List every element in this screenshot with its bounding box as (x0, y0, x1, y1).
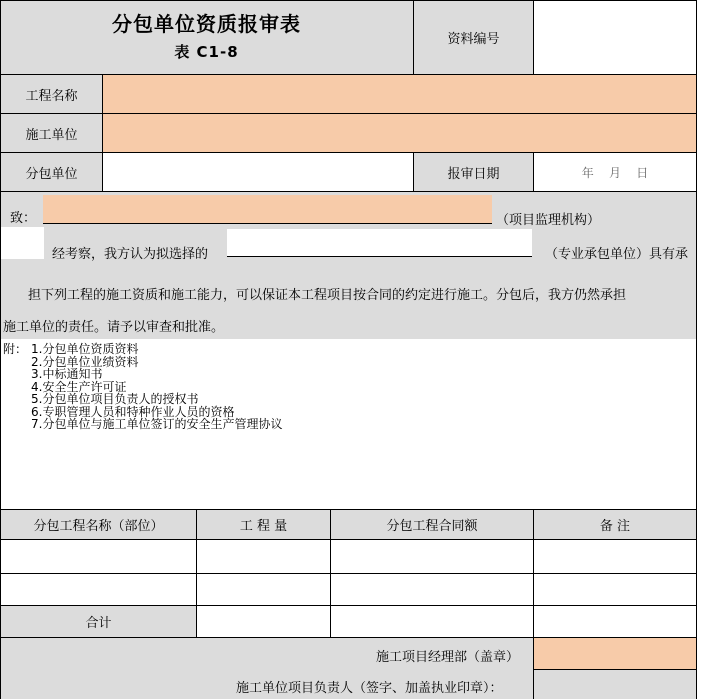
attachments-label: 附： (3, 342, 28, 356)
table-cell[interactable] (330, 539, 533, 573)
letter-line1-prefix: 经考察，我方认为拟选择的 (52, 247, 209, 262)
subcontractor-field[interactable] (102, 152, 413, 191)
subcontractor-label: 分包单位 (0, 152, 102, 191)
project-leader-label: 施工单位项目负责人（签字、加盖执业印章）： (236, 681, 503, 696)
table-cell[interactable] (196, 573, 330, 605)
col-header-subproject: 分包工程名称（部位） (0, 509, 196, 539)
table-cell[interactable] (196, 539, 330, 573)
total-quantity-cell[interactable] (196, 605, 330, 637)
project-name-label: 工程名称 (0, 74, 102, 113)
doc-number-label: 资料编号 (413, 0, 533, 74)
construction-unit-label: 施工单位 (0, 113, 102, 152)
attachment-item: 5.分包单位项目负责人的授权书 (31, 392, 199, 406)
attachment-item: 4.安全生产许可证 (31, 379, 127, 394)
attachment-item: 6.专职管理人员和特种作业人员的资格 (31, 404, 235, 419)
table-cell[interactable] (0, 539, 196, 573)
table-cell[interactable] (0, 573, 196, 605)
table-cell[interactable] (330, 573, 533, 605)
attachment-item: 1.分包单位资质资料 (31, 342, 139, 356)
to-suffix: （项目监理机构） (496, 213, 601, 228)
col-header-quantity: 工 程 量 (196, 509, 330, 539)
total-label: 合计 (0, 605, 196, 637)
form-code: 表 C1-8 (174, 42, 239, 61)
attachment-item: 7.分包单位与施工单位签订的安全生产管理协议 (31, 417, 283, 431)
total-remarks-cell[interactable] (533, 605, 697, 637)
doc-number-field[interactable] (533, 0, 697, 74)
project-dept-stamp-field[interactable] (533, 637, 697, 669)
to-label: 致： (10, 211, 37, 226)
col-header-contract-amount: 分包工程合同额 (330, 509, 533, 539)
col-header-remarks: 备 注 (533, 509, 697, 539)
total-amount-cell[interactable] (330, 605, 533, 637)
indent-cell (0, 227, 44, 259)
project-dept-label: 施工项目经理部（盖章） (376, 650, 520, 665)
form-title: 分包单位资质报审表 (112, 11, 301, 36)
letter-line3: 施工单位的责任。请予以审查和批准。 (3, 320, 225, 335)
table-cell[interactable] (533, 539, 697, 573)
report-date-field[interactable]: 年 月 日 (533, 152, 697, 191)
recipient-field[interactable] (43, 195, 492, 224)
specialty-contractor-field[interactable] (227, 229, 532, 257)
table-cell[interactable] (533, 573, 697, 605)
letter-line1-suffix: （专业承包单位）具有承 (545, 247, 689, 262)
construction-unit-field[interactable] (102, 113, 697, 152)
report-date-label: 报审日期 (413, 152, 533, 191)
attachment-item: 3.中标通知书 (31, 367, 103, 381)
attachments-list (31, 343, 282, 431)
project-name-field[interactable] (102, 74, 697, 113)
letter-line2: 担下列工程的施工资质和施工能力，可以保证本工程项目按合同的约定进行施工。分包后，我方仍然承担 (28, 288, 627, 303)
attachment-item: 2.分包单位业绩资料 (31, 354, 139, 369)
project-leader-signature[interactable] (525, 672, 695, 696)
